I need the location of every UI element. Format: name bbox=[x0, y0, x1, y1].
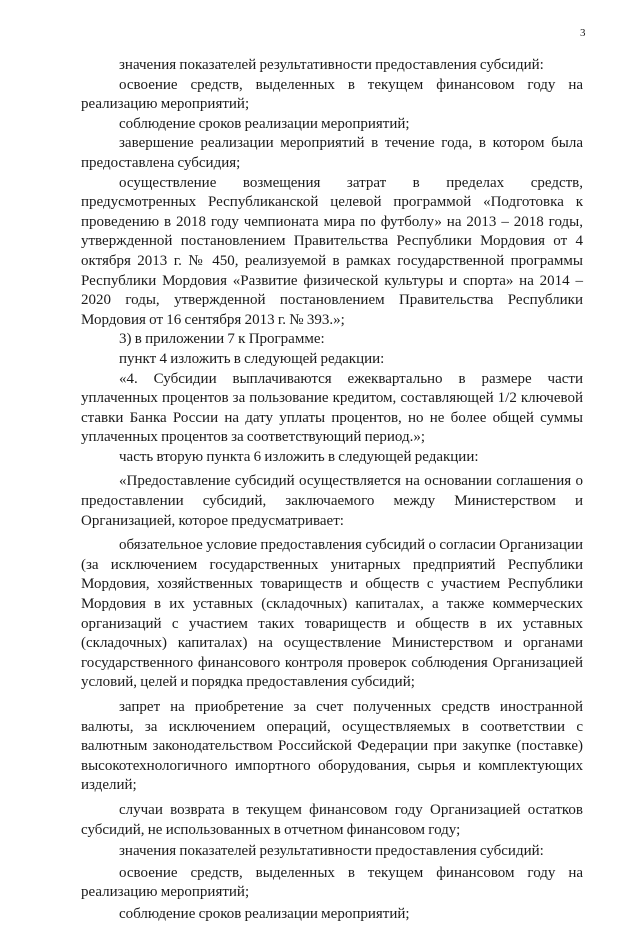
paragraph: осуществление возмещения затрат в пределах средств, предусмотренных Республиканской целевой программой «Подготовка к проведению в 2018 году чемпионата мира по футболу» на 2013 – 2018 годы, утвержденной постановлением Правительства Республики Мордовия от 4 октября 2013 г. № 450, реализуемой в рамках государственной программы Республики Мордовия «Развитие физической культуры и спорта» на 2014 – 2020 годы, утвержденной постановлением Правительства Республики Мордовия от 16 сентября 2013 г. № 393.»; bbox=[81, 174, 583, 328]
paragraph: соблюдение сроков реализации мероприятий; bbox=[119, 115, 410, 132]
paragraph: значения показателей результативности предоставления субсидий: bbox=[119, 843, 544, 860]
paragraph: часть вторую пункта 6 изложить в следующей редакции: bbox=[119, 448, 479, 465]
paragraph: соблюдение сроков реализации мероприятий; bbox=[119, 905, 410, 922]
page-number: 3 bbox=[580, 27, 586, 39]
paragraph: случаи возврата в текущем финансовом году Организацией остатков субсидий, не использованных в отчетном финансовом году; bbox=[81, 801, 583, 838]
paragraph: обязательное условие предоставления субсидий о согласии Организации (за исключением государственных унитарных предприятий Республики Мордовия, хозяйственных товариществ и обществ с участием Республики Мордовия в их уставных (складочных) капиталах, а также коммерческих организаций с участием таких товариществ и обществ в их уставных (складочных) капиталах) на осуществление Министерством и органами государственного финансового контроля проверок соблюдения Организацией условий, целей и порядка предоставления субсидий; bbox=[81, 537, 583, 691]
paragraph: завершение реализации мероприятий в течение года, в котором была предоставлена субсидия; bbox=[81, 135, 583, 171]
paragraph: пункт 4 изложить в следующей редакции: bbox=[119, 350, 385, 367]
document-body bbox=[81, 56, 583, 925]
paragraph: запрет на приобретение за счет полученных средств иностранной валюты, за исключением операций, осуществляемых в соответствии с валютным законодательством Российской Федерации при закупке (поставке) высокотехнологичного импортного оборудования, сырья и комплектующих изделий; bbox=[81, 699, 583, 794]
paragraph: 3) в приложении 7 к Программе: bbox=[119, 331, 325, 348]
paragraph: «4. Субсидии выплачиваются ежеквартально в размере части уплаченных процентов за пользование кредитом, составляющей 1/2 ключевой ставки Банка России на дату уплаты процентов, но не более общей суммы уплаченных процентов за соответствующий период.»; bbox=[81, 370, 583, 446]
paragraph: значения показателей результативности предоставления субсидий: bbox=[119, 57, 544, 73]
paragraph: освоение средств, выделенных в текущем финансовом году на реализацию мероприятий; bbox=[81, 864, 583, 901]
paragraph: «Предоставление субсидий осуществляется на основании соглашения о предоставлении субсидий, заключаемого между Министерством и Организацией, которое предусматривает: bbox=[81, 473, 583, 529]
paragraph: освоение средств, выделенных в текущем финансовом году на реализацию мероприятий; bbox=[81, 76, 583, 113]
